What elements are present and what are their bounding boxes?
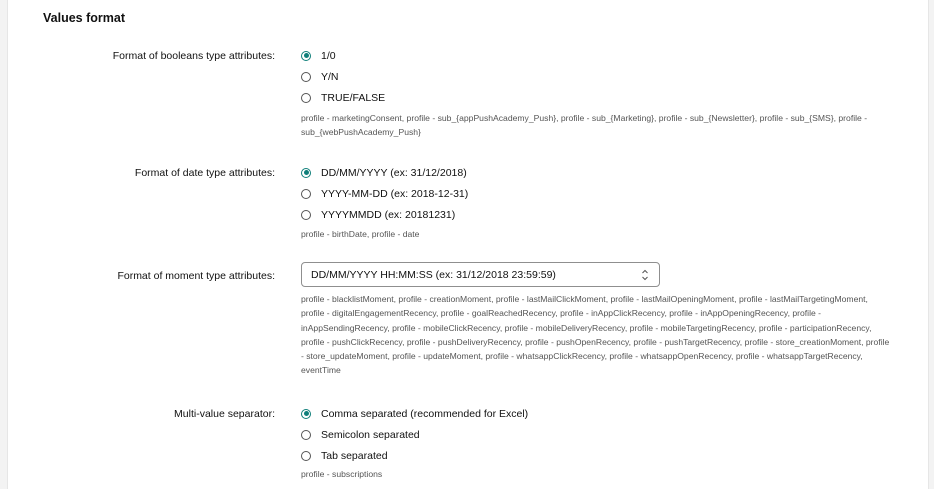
radio-checked-icon[interactable]: [301, 51, 311, 61]
date-option-yyyy-mm-dd[interactable]: [301, 183, 893, 204]
separator-option-tab[interactable]: [301, 445, 893, 466]
radio-unchecked-icon[interactable]: [301, 72, 311, 82]
moment-format-label: Format of moment type attributes:: [117, 270, 275, 282]
values-format-card: [7, 0, 929, 489]
option-label: Y/N: [321, 70, 339, 83]
radio-checked-icon[interactable]: [301, 168, 311, 178]
separator-label: Multi-value separator:: [174, 408, 275, 420]
option-label: Tab separated: [321, 449, 388, 462]
option-label: YYYYMMDD (ex: 20181231): [321, 208, 456, 221]
date-option-yyyymmdd[interactable]: [301, 204, 893, 225]
radio-unchecked-icon[interactable]: [301, 430, 311, 440]
radio-unchecked-icon[interactable]: [301, 93, 311, 103]
separator-group: [301, 403, 893, 481]
date-format-label: Format of date type attributes:: [134, 167, 275, 179]
moment-help-text: profile - blacklistMoment, profile - creationMoment, profile - lastMailClickMoment, profile - lastMailOpeningMoment, profile - lastMailTargetingMoment, profile - digitalEngagementRecency, profile - goalReachedRecency, profile - inAppClickRecency, profile - inAppOpeningRecency, profile - inAppSendingRecency, profile - mobileClickRecency, profile - mobileDeliveryRecency, profile - mobileTargetingRecency, profile - participationRecency, profile - pushClickRecency, profile - pushDeliveryRecency, profile - pushOpenRecency, profile - pushTargetRecency, profile - store_creationMoment, profile - store_updateMoment, profile - updateMoment, profile - whatsappClickRecency, profile - whatsappOpenRecency, profile - whatsappTargetRecency, eventTime: [301, 294, 890, 376]
booleans-format-label: Format of booleans type attributes:: [112, 50, 275, 62]
booleans-help-text: profile - marketingConsent, profile - sub_{appPushAcademy_Push}, profile - sub_{Marketing}, profile - sub_{Newsletter}, profile - sub_{SMS}, profile - sub_{webPushAcademy_Push}: [301, 113, 868, 138]
section-title: Values format: [43, 11, 125, 25]
option-label: TRUE/FALSE: [321, 91, 386, 104]
booleans-option-y-n[interactable]: [301, 66, 893, 87]
booleans-option-1-0[interactable]: [301, 45, 893, 66]
select-value: DD/MM/YYYY HH:MM:SS (ex: 31/12/2018 23:59:59): [311, 268, 556, 281]
date-option-dd-mm-yyyy[interactable]: [301, 162, 893, 183]
option-label: Semicolon separated: [321, 428, 420, 441]
booleans-format-group: [301, 45, 893, 140]
date-format-group: [301, 162, 893, 241]
radio-unchecked-icon[interactable]: [301, 210, 311, 220]
option-label: DD/MM/YYYY (ex: 31/12/2018): [321, 166, 467, 179]
date-help-text: profile - birthDate, profile - date: [301, 229, 420, 239]
booleans-option-true-false[interactable]: [301, 87, 893, 108]
separator-help-text: profile - subscriptions: [301, 469, 383, 479]
separator-option-semicolon[interactable]: [301, 424, 893, 445]
chevron-up-down-icon: [641, 268, 649, 282]
option-label: YYYY-MM-DD (ex: 2018-12-31): [321, 187, 469, 200]
radio-unchecked-icon[interactable]: [301, 451, 311, 461]
option-label: Comma separated (recommended for Excel): [321, 407, 529, 420]
separator-option-comma[interactable]: [301, 403, 893, 424]
radio-unchecked-icon[interactable]: [301, 189, 311, 199]
radio-checked-icon[interactable]: [301, 409, 311, 419]
option-label: 1/0: [321, 49, 336, 62]
moment-format-select[interactable]: [301, 262, 660, 287]
